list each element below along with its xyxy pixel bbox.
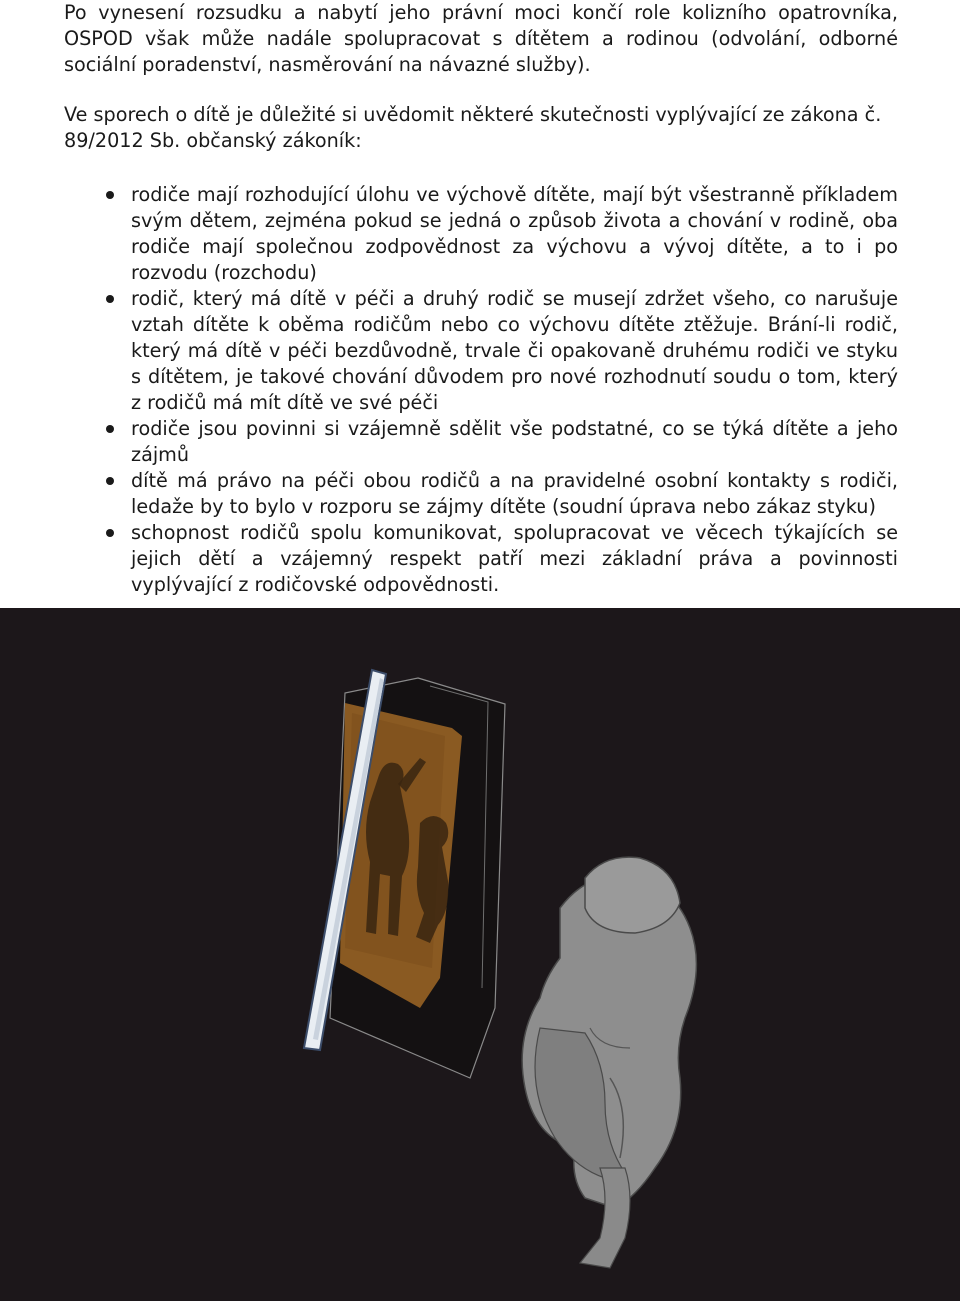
list-item-text: rodiče mají rozhodující úlohu ve výchově dítěte, mají být všestranně příkladem svým dětem, zejména pokud se jedná o způsob života a chování v rodině, oba rodiče mají společnou zodpovědnost za výchovu a vývoj dítěte, a to i po rozvodu (rozchodu) (131, 183, 898, 284)
bullet-icon (106, 477, 114, 485)
list-item (64, 468, 898, 520)
list-item-text: schopnost rodičů spolu komunikovat, spolupracovat ve věcech týkajících se jejich dětí a vzájemný respekt patří mezi základní práva a povinnosti vyplývající z rodičovské odpovědnosti. (131, 521, 898, 596)
bullet-icon (106, 425, 114, 433)
list-item (64, 520, 898, 598)
list-item (64, 182, 898, 286)
lead-paragraph: Ve sporech o dítě je důležité si uvědomit některé skutečnosti vyplývající ze zákona č. 89/2012 Sb. občanský zákoník: (64, 103, 882, 152)
bullet-icon (106, 295, 114, 303)
child-crouching-by-door-illustration (0, 608, 960, 1301)
bullet-icon (106, 529, 114, 537)
list-item-text: dítě má právo na péči obou rodičů a na pravidelné osobní kontakty s rodiči, ledaže by to bylo v rozporu se zájmy dítěte (soudní úprava nebo zákaz styku) (131, 469, 898, 518)
text-content (64, 0, 898, 598)
list-item-text: rodiče jsou povinni si vzájemně sdělit vše podstatné, co se týká dítěte a jeho zájmů (131, 417, 898, 466)
bullet-icon (106, 191, 114, 199)
intro-paragraph: Po vynesení rozsudku a nabytí jeho právní moci končí role kolizního opatrovníka, OSPOD však může nadále spolupracovat s dítětem a rodinou (odvolání, odborné sociální poradenství, nasměrování na návazné služby). (64, 1, 898, 76)
illustration-svg (0, 608, 960, 1301)
list-item-text: rodič, který má dítě v péči a druhý rodič se musejí zdržet všeho, co narušuje vztah dítěte k oběma rodičům nebo co výchovu dítěte ztěžuje. Brání-li rodič, který má dítě v péči bezdůvodně, trvale či opakovaně druhému rodiči ve styku s dítětem, je takové chování důvodem pro nové rozhodnutí soudu o tom, který z rodičů má mít dítě ve své péči (131, 287, 898, 414)
rights-list (64, 182, 898, 598)
list-item (64, 286, 898, 416)
list-item (64, 416, 898, 468)
